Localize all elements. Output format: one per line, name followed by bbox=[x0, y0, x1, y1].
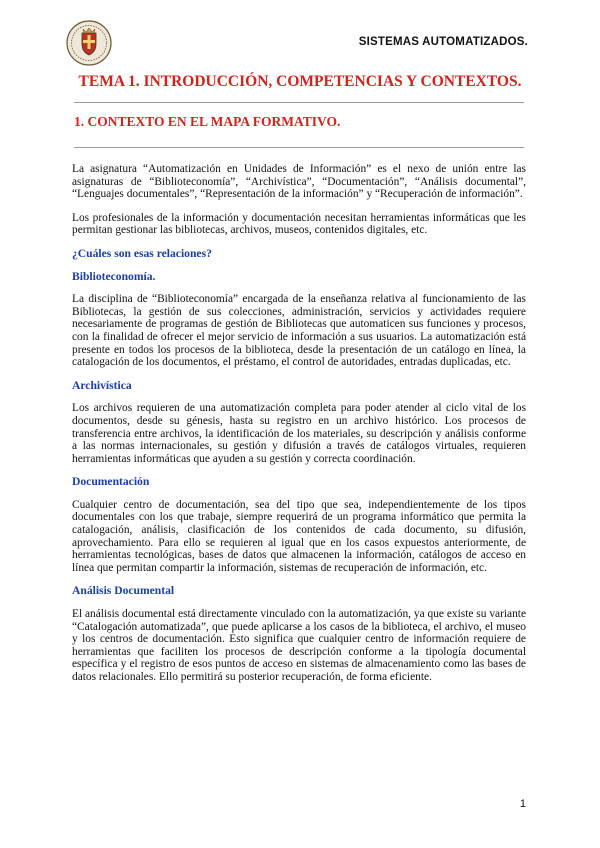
subsection-paragraph-documentacion: Cualquier centro de documentación, sea del tipo que sea, independientemente de los tipos documentales con los que trabaje, siempre requerirá de un programa informático que permita la catalogación, análisis, clasificación de los contenidos de cada documento, su difusión, aprovechamiento. Para ello se requieren al igual que en los casos expuestos anteriormente, de herramientas tecnológicas, bases de datos que almacenen la información, catálogos de acceso en línea que permitan compartir la información, sistemas de recuperación de información, etc. bbox=[72, 498, 526, 574]
intro-paragraph: Los profesionales de la información y documentación necesitan herramientas informáticas que les permitan gestionar las bibliotecas, archivos, museos, contenidos digitales, etc. bbox=[72, 211, 526, 237]
subsection-heading-archivistica: Archivística bbox=[72, 378, 132, 392]
tema-title: TEMA 1. INTRODUCCIÓN, COMPETENCIAS Y CONTEXTOS. bbox=[78, 73, 522, 90]
university-seal bbox=[66, 20, 112, 66]
subsection-heading-documentacion: Documentación bbox=[72, 475, 150, 489]
question-heading: ¿Cuáles son esas relaciones? bbox=[72, 246, 212, 260]
section-title: 1. CONTEXTO EN EL MAPA FORMATIVO. bbox=[74, 114, 341, 129]
divider-top bbox=[74, 102, 524, 103]
page-number: 1 bbox=[519, 798, 526, 810]
document-body bbox=[72, 163, 526, 695]
subsection-paragraph-archivistica: Los archivos requieren de una automatización completa para poder atender al ciclo vital de los documentos, desde su génesis, hasta su registro en un archivo histórico. Los procesos de transferencia entre archivos, la identificación de los materiales, su descripción y análisis conforme a las normas internacionales, su gestión y difusión a través de catálogos virtuales, requieren herramientas informáticas que ayuden a su gestión y correcta coordinación. bbox=[72, 402, 526, 465]
divider-bottom bbox=[74, 147, 524, 148]
subsection-heading-biblioteconomia: Biblioteconomía. bbox=[72, 269, 156, 283]
coat-of-arms-seal-icon bbox=[66, 20, 112, 66]
subsection-heading-analisis-documental: Análisis Documental bbox=[72, 584, 175, 598]
document-header-title: SISTEMAS AUTOMATIZADOS. bbox=[358, 36, 528, 48]
intro-paragraph: La asignatura “Automatización en Unidades de Información” es el nexo de unión entre las asignaturas de “Biblioteconomía”, “Archivística”, “Documentación”, “Análisis documental”, “Lenguajes documentales”, “Representación de la información” y “Recuperación de información”. bbox=[72, 163, 526, 201]
subsection-paragraph-biblioteconomia: La disciplina de “Biblioteconomía” encargada de la enseñanza relativa al funcionamiento de las Bibliotecas, la gestión de sus colecciones, administración, servicios y actividades requiere necesariamente de programas de gestión de Bibliotecas que automaticen sus funciones y procesos, con la finalidad de ofrecer el mejor servicio de información a sus usuarios. La automatización está presente en todos los procesos de la biblioteca, desde la presentación de un catálogo en línea, la catalogación de los documentos, el préstamo, el control de autoridades, entradas duplicadas, etc. bbox=[72, 293, 526, 369]
subsection-paragraph-analisis-documental: El análisis documental está directamente vinculado con la automatización, ya que existe su variante “Catalogación automatizada”, que puede aplicarse a los casos de la biblioteca, el archivo, el museo y los centros de documentación. Esto significa que cualquier centro de información requiere de herramientas que faciliten los procesos de descripción conforme a la tipología documental específica y el registro de esos puntos de acceso en sistemas de almacenamiento como las bases de datos relacionales. Ello permitirá su posterior recuperación, de forma eficiente. bbox=[72, 608, 526, 683]
